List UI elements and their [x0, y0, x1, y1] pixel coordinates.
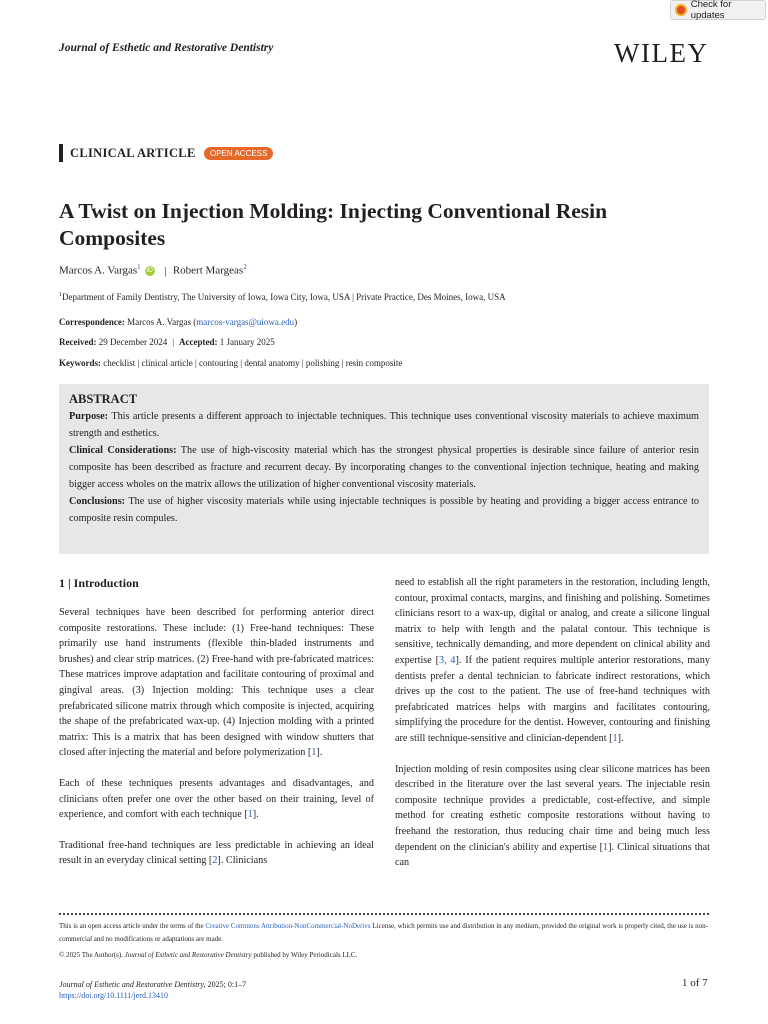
check-updates-label: Check for updates: [690, 0, 732, 21]
abstract-clinical: Clinical Considerations: The use of high-viscosity material which has the strongest physical properties is desirable since failure of anterior resin composite has been described as fracture and recurrent decay. By incorporating changes to the conventional injection technique, heating and making bigger access wholes on the matrix allows the utilization of higher conventional viscosity materials.: [69, 445, 699, 490]
keywords: Keywords: checklist | clinical article | contouring | dental anatomy | polishing | resin composite: [59, 358, 403, 368]
abstract-box: [59, 384, 709, 554]
affiliation-marker[interactable]: 2: [243, 263, 247, 271]
right-column: [395, 575, 710, 886]
journal-name: Journal of Esthetic and Restorative Dentistry: [59, 42, 274, 54]
paragraph: Each of these techniques presents advantages and disadvantages, and clinicians often prefer one over the other based on their training, level of experience, and comfort with each technique [1].: [59, 777, 374, 821]
citation-link[interactable]: 1: [247, 809, 253, 821]
category-bar: [59, 144, 63, 162]
affiliation-marker[interactable]: 1: [137, 263, 141, 271]
abstract-purpose: Purpose: This article presents a different approach to injectable techniques. This technique uses conventional viscosity materials to achieve maximum strength and esthetics.: [69, 411, 699, 439]
section-heading: 1 | Introduction: [59, 576, 139, 590]
page-number: 1 of 7: [682, 977, 708, 989]
citation-link[interactable]: 1: [311, 747, 317, 759]
paragraph: Traditional free-hand techniques are less predictable in achieving an ideal result in an everyday clinical setting [2]. Clinicians: [59, 839, 374, 867]
author-name[interactable]: Marcos A. Vargas: [59, 264, 138, 277]
email-link[interactable]: marcos-vargas@uiowa.edu: [196, 317, 295, 327]
abstract-heading: ABSTRACT: [69, 392, 138, 406]
orcid-icon[interactable]: iD: [146, 267, 153, 275]
footer-divider: [59, 913, 709, 915]
check-for-updates-button[interactable]: [670, 0, 766, 20]
citation-link[interactable]: 2: [212, 855, 218, 867]
citation-link[interactable]: 1: [612, 732, 618, 744]
paragraph: need to establish all the right parameters in the restoration, including length, contour, proximal contacts, margins, and finishing and polishing. Sometimes clinicians resort to a wax-up, digital or analog, and create a silicone lingual matrix to help with length and the palatal contour. This technique is sensitive, technically demanding, and more dependent on clinical ability and expertise [3, 4]. If the patient requires multiple anterior restorations, many dentists prefer a dental technician to fabricate indirect restorations, which drives up the cost to the patient. The use of free-hand techniques with prefabricated matrices helps with margins and facilitates contouring, simplifying the procedure for the dentist. However, contouring and finishing are still technique-sensitive and clinician-dependent [1].: [395, 577, 710, 744]
license-note: This is an open access article under the terms of the Creative Commons Attribution-NonCommercial-NoDerivs License, which permits use and distribution in any medium, provided the original work is properly cited, the use is non-commercial and no modifications or adaptations are made.: [59, 922, 708, 943]
doi-link[interactable]: https://doi.org/10.1111/jerd.13410: [59, 991, 168, 1000]
paragraph: Injection molding of resin composites using clear silicone matrices has been described in the literature over the last several years. The injectable resin composite technique provides a predictable, cost-effective, and simple method for creating esthetic composite restorations without having to freehand the restoration, thus reducing chair time and being much less dependent on the clinician's ability and expertise [1]. Clinical situations that can: [395, 763, 710, 869]
affiliations: $^1$Department of Family Dentistry, The University of Iowa, Iowa City, Iowa, USA | Private Practice, Des Moines, Iowa, USA: [59, 292, 506, 302]
article-dates: Received: 29 December 2024 | Accepted: 1 January 2025: [59, 337, 275, 347]
open-access-badge: OPEN ACCESS: [204, 147, 273, 160]
article-title: A Twist on Injection Molding: Injecting Conventional Resin Composites: [59, 199, 608, 250]
author-name[interactable]: Robert Margeas: [172, 264, 244, 277]
abstract-conclusions: Conclusions: The use of higher viscosity materials while using injectable techniques is possible by heating and providing a bigger access entrance to composite resin compules.: [69, 496, 699, 524]
author-list: Marcos A. Vargas$^1$ iD | Robert Margeas$^2$: [59, 263, 247, 277]
paragraph: Several techniques have been described for performing anterior direct composite restorations. These include: (1) Free-hand techniques: These primarily use hand instruments (flexible thin-bladed instruments and brushes) and clear strip matrices. (2) Free-hand with pre-fabricated matrices: These matrices improve adaptation and facilitate contouring of proximal and gingival areas. (3) Injection molding: This technique uses a clear prefabricated silicone matrix through which composite is injected, acquiring the shape of the prefabricated wax-up. (4) Injection molding with a printed matrix: This is a matrix that has been designed with window shutters that closed after injecting the material and before polymerization [1].: [59, 607, 374, 759]
copyright-note: © 2025 The Author(s). Journal of Esthetic and Restorative Dentistry published by Wiley Periodicals LLC.: [59, 951, 358, 959]
publisher-logo: WILEY: [614, 38, 709, 68]
citation-info: Journal of Esthetic and Restorative Dentistry, 2025; 0:1–7 https://doi.org/10.1111/jerd.13410: [59, 980, 247, 1000]
article-category: CLINICAL ARTICLE: [70, 146, 196, 160]
left-column: [59, 605, 374, 884]
check-updates-icon: [675, 4, 687, 16]
citation-link[interactable]: 3, 4: [438, 654, 456, 666]
license-link[interactable]: Creative Commons Attribution-NonCommercial-NoDerivs: [205, 922, 371, 930]
affiliations-text: Department of Family Dentistry, The University of Iowa, Iowa City, Iowa, USA | Private Practice, Des Moines, Iowa, USA: [62, 292, 506, 302]
correspondence: Correspondence: Marcos A. Vargas (marcos-vargas@uiowa.edu): [59, 317, 298, 327]
citation-link[interactable]: 1: [603, 841, 609, 853]
